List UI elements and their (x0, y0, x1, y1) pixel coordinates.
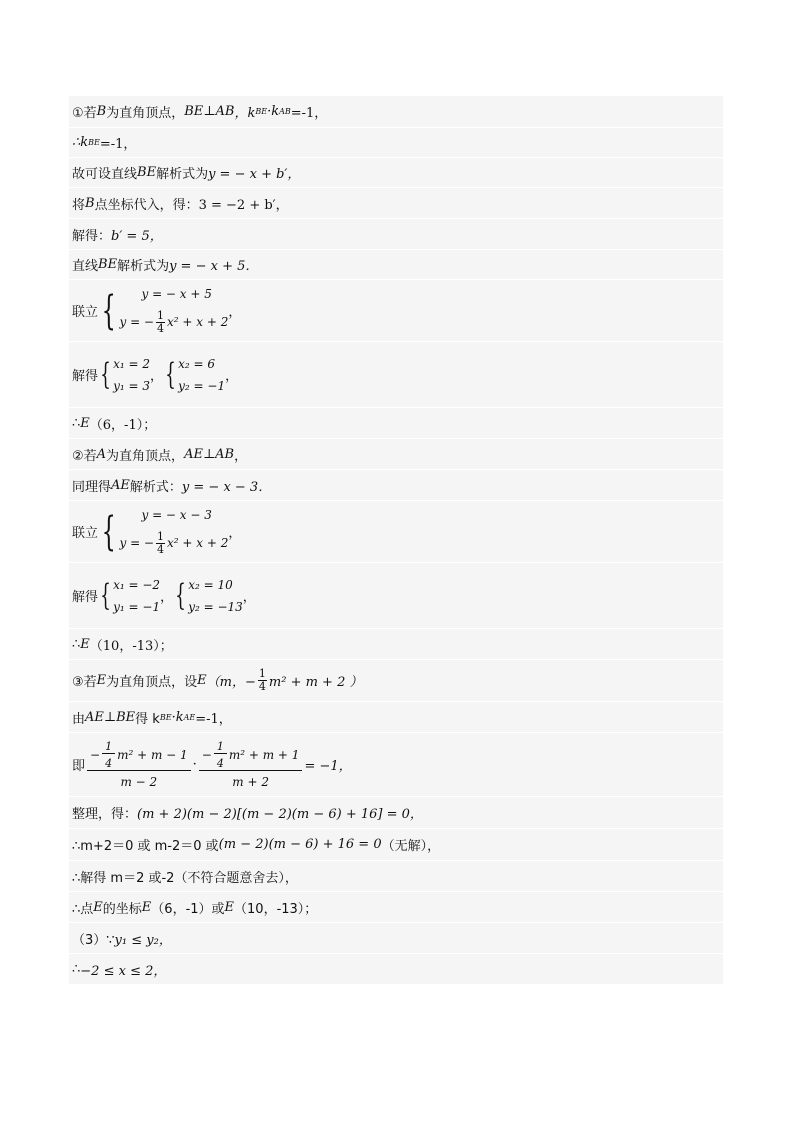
text: AE⊥BE (85, 709, 136, 725)
text: 同理得 (72, 479, 112, 495)
text: ， (234, 448, 248, 464)
text: − (90, 748, 101, 762)
denominator: 4 (157, 542, 164, 556)
text: 为直角顶点，设 (106, 675, 198, 690)
text: E (141, 899, 152, 915)
left-brace-icon: { (165, 356, 176, 392)
text: 故可设直线 (72, 167, 138, 182)
big-fraction (199, 741, 303, 789)
equation: y₁ = 3 (113, 378, 151, 393)
left-brace-icon: { (101, 287, 116, 334)
text: BE⊥AB (184, 104, 235, 119)
text: （3）∵ (72, 932, 115, 948)
equation: y₁ = −1 (113, 599, 161, 614)
text: ①若 (72, 106, 97, 121)
text: ③若 (72, 675, 97, 690)
text: ∴解得 m＝2 或-2（不符合题意舍去）， (72, 870, 298, 886)
left-brace-icon: { (101, 508, 116, 555)
text: （6，-1）； (89, 417, 157, 433)
text: 为直角顶点， (106, 448, 185, 464)
text: （无解）， (381, 839, 441, 854)
denominator: m − 2 (120, 774, 158, 789)
text: m² + m + 1 (228, 748, 300, 762)
text: ②若 (72, 448, 97, 464)
text: = −1， (304, 759, 352, 774)
denominator: 4 (157, 321, 164, 335)
line-16 (69, 702, 723, 733)
text: ， (242, 590, 256, 605)
text: BE (137, 165, 157, 180)
denominator: 4 (258, 680, 266, 693)
fraction (156, 310, 165, 335)
text: 解得 (72, 590, 99, 605)
text: m² + m − 1 (117, 748, 188, 762)
text: ， (160, 590, 174, 605)
text: 解得： (72, 228, 112, 244)
fraction (258, 668, 267, 693)
numerator (199, 741, 303, 771)
equation: y = − x − 3． (181, 479, 272, 495)
text: ·k (171, 709, 184, 725)
text: =-1， (99, 137, 137, 152)
text: 为直角顶点， (106, 106, 185, 121)
left-brace-icon: { (175, 577, 186, 613)
text: =-1， (290, 106, 328, 121)
equation: y₂ = −13 (188, 599, 243, 614)
equation: y = − x − 3 (141, 507, 212, 522)
text: ∴k (72, 135, 89, 150)
line-10 (69, 439, 723, 470)
text: ∴ (72, 415, 81, 431)
line-21 (69, 892, 723, 923)
text: x² + x + 2 (167, 315, 229, 329)
big-fraction (87, 741, 191, 789)
denominator: 4 (105, 756, 113, 770)
solution-pair (178, 357, 225, 393)
text: 联立 (72, 305, 99, 320)
line-12-system (69, 501, 723, 563)
text: E (96, 673, 107, 688)
text: BE (98, 257, 118, 272)
left-brace-icon: { (100, 356, 111, 392)
equation (119, 531, 228, 556)
text: 即 (72, 759, 86, 774)
text: − (201, 748, 212, 762)
text: （6，-1）或 (151, 901, 225, 917)
text: · (192, 757, 197, 772)
equation: 3 = −2 + b′， (198, 197, 289, 213)
line-6 (69, 250, 723, 280)
line-14 (69, 629, 723, 660)
subscript: BE (255, 107, 268, 116)
line-19 (69, 829, 723, 861)
line-20 (69, 861, 723, 892)
equation: x₁ = 2 (113, 356, 151, 371)
equation: y₁ ≤ y₂， (114, 932, 172, 948)
text: 解析式为 (117, 259, 170, 274)
line-8-solutions (69, 342, 723, 408)
text: E (93, 899, 103, 915)
text: 直线 (72, 259, 99, 274)
text: E (224, 899, 235, 915)
text: 解析式： (129, 479, 182, 495)
text: 由 (72, 711, 86, 727)
text: E (197, 673, 207, 688)
numerator: 1 (102, 741, 115, 754)
equation: −2 ≤ x ≤ 2， (80, 963, 167, 979)
equation: b′ = 5， (111, 228, 163, 244)
line-17-fractions (69, 733, 723, 797)
equation: x₁ = −2 (113, 577, 161, 592)
text: AE⊥AB (184, 446, 235, 462)
equation-system (119, 287, 228, 335)
equation (119, 310, 228, 335)
text: A (96, 446, 107, 462)
text: E (80, 636, 90, 652)
line-11 (69, 470, 723, 501)
equation: x₂ = 10 (188, 577, 233, 592)
text: 整理，得： (72, 807, 138, 822)
solution-pair (188, 578, 243, 614)
text: 的坐标 (102, 901, 142, 917)
line-23 (69, 954, 723, 985)
line-5 (69, 219, 723, 250)
text: 联立 (72, 526, 99, 541)
subscript: AB (279, 107, 291, 116)
line-13-solutions (69, 563, 723, 629)
equation: y = − x + 5 (141, 286, 212, 301)
text: 得 k (135, 711, 160, 727)
text: 解得 (72, 369, 99, 384)
denominator: m + 2 (232, 774, 269, 789)
fraction (214, 741, 227, 770)
denominator: 4 (216, 756, 224, 770)
line-1 (69, 96, 723, 128)
text: y = − (119, 315, 154, 329)
text: ， (228, 526, 242, 541)
equation-system (119, 508, 228, 556)
line-18 (69, 797, 723, 829)
text: ·k (267, 104, 280, 119)
fraction (102, 741, 115, 770)
text: B (85, 195, 95, 211)
line-2 (69, 128, 723, 158)
equation: (m + 2)(m − 2)[(m − 2)(m − 6) + 16] = 0， (137, 807, 423, 822)
text: ∴点 (72, 901, 94, 917)
numerator: 1 (157, 529, 164, 543)
text: AE (111, 477, 130, 493)
equation: y = − x + 5． (169, 259, 259, 274)
subscript: AE (183, 712, 196, 722)
line-3 (69, 158, 723, 188)
solution-pair (113, 578, 160, 614)
text: 点坐标代入，得： (94, 197, 199, 213)
line-7-system (69, 280, 723, 342)
text: x² + x + 2 (167, 536, 229, 550)
numerator: 1 (214, 741, 227, 754)
text: 解析式为 (156, 167, 209, 182)
text: 将 (72, 197, 86, 213)
text: E (80, 415, 90, 431)
numerator: 1 (157, 308, 164, 322)
line-15 (69, 660, 723, 702)
solution-pair (113, 357, 150, 393)
fraction (156, 531, 165, 556)
equation: y₂ = −1 (178, 378, 226, 393)
text: ∴ (72, 961, 81, 977)
text: ， (228, 305, 242, 320)
solution-sheet (69, 96, 723, 985)
text: =-1， (195, 711, 232, 727)
numerator: 1 (258, 667, 266, 680)
text: ∴m+2＝0 或 m-2＝0 或 (72, 839, 219, 854)
left-brace-icon: { (100, 577, 111, 613)
line-4 (69, 188, 723, 219)
line-9 (69, 408, 723, 439)
numerator (87, 741, 191, 771)
equation: y = − x + b′， (208, 167, 301, 182)
equation: (m − 2)(m − 6) + 16 = 0 (218, 837, 382, 852)
text: B (96, 104, 107, 119)
text: y = − (119, 536, 154, 550)
text: （10，-13）； (89, 638, 173, 654)
text: m² + m + 2 ） (268, 675, 363, 690)
text: ， (225, 369, 239, 384)
subscript: BE (159, 712, 172, 722)
line-22 (69, 923, 723, 954)
text: ，k (234, 106, 256, 121)
equation: x₂ = 6 (178, 356, 216, 371)
subscript: BE (88, 138, 100, 147)
text: ∴ (72, 636, 81, 652)
text: ， (150, 369, 164, 384)
text: （10，-13）； (234, 901, 318, 917)
text: （m，− (206, 675, 256, 690)
